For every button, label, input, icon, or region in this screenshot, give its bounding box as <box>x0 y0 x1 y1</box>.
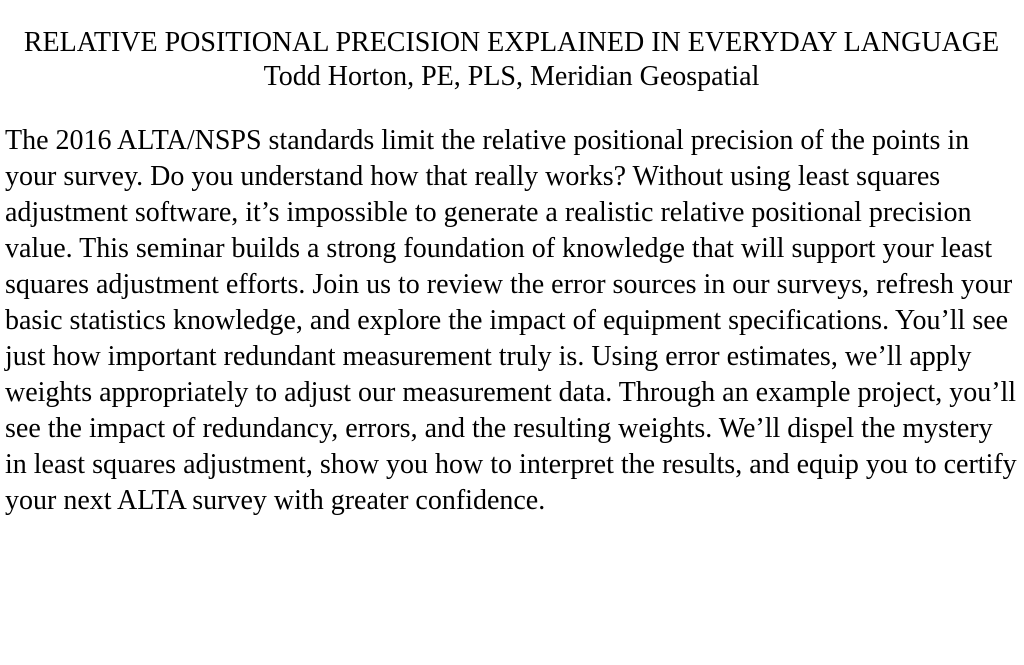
document-body-paragraph: The 2016 ALTA/NSPS standards limit the relative positional precision of the points in your survey. Do you understand how that really works? Without using least squares adjustment software, it’s impossible to generate a realistic relative positional precision value. This seminar builds a strong foundation of knowledge that will support your least squares adjustment efforts. Join us to review the error sources in our surveys, refresh your basic statistics knowledge, and explore the impact of equipment specifications. You’ll see just how important redundant measurement truly is. Using error estimates, we’ll apply weights appropriately to adjust our measurement data. Through an example project, you’ll see the impact of redundancy, errors, and the resulting weights. We’ll dispel the mystery in least squares adjustment, show you how to interpret the results, and equip you to certify your next ALTA survey with greater confidence. <box>5 125 1017 516</box>
document-byline: Todd Horton, PE, PLS, Meridian Geospatial <box>263 61 760 92</box>
document-title: RELATIVE POSITIONAL PRECISION EXPLAINED IN EVERYDAY LANGUAGE <box>23 27 1000 58</box>
document-header <box>5 26 1018 94</box>
